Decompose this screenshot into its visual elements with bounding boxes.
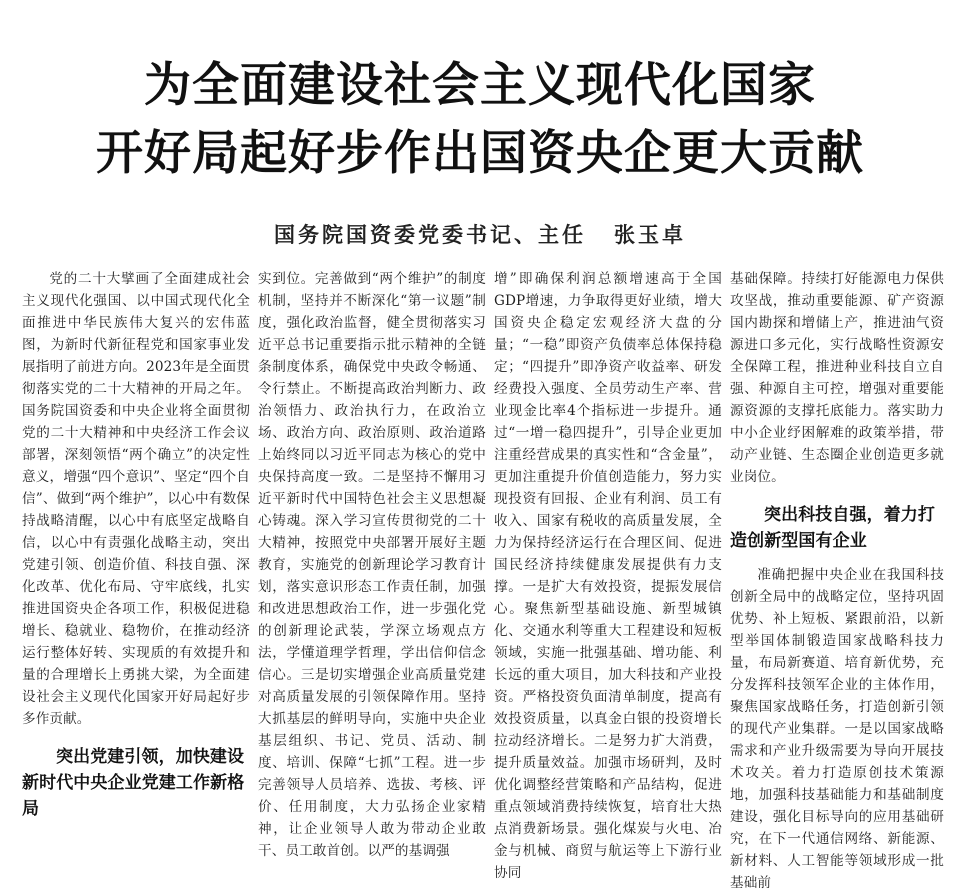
article-column-2 [258,268,486,859]
paragraph: 基础保障。持续打好能源电力保供攻坚战，推动重要能源、矿产资源国内勘探和增储上产，推进油气资源进口多元化，实行战略性资源安全保障工程，推进种业科技自立自强、种源自主可控，增强对重要能源资源的支撑托底能力。落实助力中小企业纾困解难的政策举措，带动产业链、生态圈企业创造更多就业岗位。 [730,271,944,485]
paragraph: 实到位。完善做到“两个维护”的制度机制，坚持并不断深化“第一议题”制度，强化政治监督，健全贯彻落实习近平总书记重要指示批示精神的全链条制度体系，确保党中央政令畅通、令行禁止。不断提高政治判断力、政治领悟力、政治执行力，在政治立场、政治方向、政治原则、政治道路上始终同以习近平同志为核心的党中央保持高度一致。二是坚持不懈用习近平新时代中国特色社会主义思想凝心铸魂。深入学习宣传贯彻党的二十大精神，按照党中央部署开展好主题教育，实施党的创新理论学习教育计划，落实意识形态工作责任制，加强和改进思想政治工作，进一步强化党的创新理论武装，学深立场观点方法，学懂道理学哲理，学出信仰信念信心。三是切实增强企业高质量党建对高质量发展的引领保障作用。坚持大抓基层的鲜明导向，实施中央企业基层组织、书记、党员、活动、制度、培训、保障“七抓”工程。进一步完善领导人员培养、选拔、考核、评价、任用制度，大力弘扬企业家精神，让企业领导人敢为带动企业敢干、员工敢首创。以严的基调强 [258,271,486,859]
article-column-1 [22,268,250,819]
byline [0,222,960,248]
paragraph: 增”即确保利润总额增速高于全国GDP增速，力争取得更好业绩，增大国资央企稳定宏观经济大盘的分量；“一稳”即资产负债率总体保持稳定；“四提升”即净资产收益率、研发经费投入强度、全员劳动生产率、营业现金比率4个指标进一步提升。通过“一增一稳四提升”，引导企业更加注重经营成果的真实性和“含金量”，更加注重提升价值创造能力，努力实现投资有回报、企业有利润、员工有收入、国家有税收的高质量发展，全力为保持经济运行在合理区间、促进国民经济持续健康发展提供有力支撑。一是扩大有效投资，提振发展信心。聚焦新型基础设施、新型城镇化、交通水利等重大工程建设和短板领域，实施一批强基础、增功能、利长远的重大项目，加大科技和产业投资。严格投资负面清单制度，提高有效投资质量，以真金白银的投资增长拉动经济增长。二是努力扩大消费，提升质量效益。加强市场研判，及时优化调整经营策略和产品结构，促进重点领域消费持续恢复，培育壮大热点消费新场景。强化煤炭与火电、冶金与机械、商贸与航运等上下游行业协同 [494,271,722,881]
headline-line-1: 为全面建设社会主义现代化国家 [144,58,816,113]
paragraph: 党的二十大擘画了全面建成社会主义现代化强国、以中国式现代化全面推进中华民族伟大复兴的宏伟蓝图，为新时代新征程党和国家事业发展指明了前进方向。2023年是全面贯彻落实党的二十大精神的开局之年。国务院国资委和中央企业将全面贯彻党的二十大精神和中央经济工作会议部署，深刻领悟“两个确立”的决定性意义，增强“四个意识”、坚定“四个自信”、做到“两个维护”，以心中有数保持战略清醒，以心中有底坚定战略自信，以心中有责强化战略主动，突出党建引领、创造价值、科技自强、深化改革、优化布局、守牢底线，扎实推进国资央企各项工作，积极促进稳增长、稳就业、稳物价，在推动经济运行整体好转、实现质的有效提升和量的合理增长上勇挑大梁，为全面建设社会主义现代化国家开好局起好步多作贡献。 [22,271,250,727]
section-heading-party-building: 突出党建引领，加快建设新时代中央企业党建工作新格局 [22,747,245,819]
section-heading-tech-innovation: 突出科技自强，着力打造创新型国有企业 [730,505,935,551]
article-column-4 [730,268,944,891]
article-column-3 [494,268,722,881]
author-title: 国务院国资委党委书记、主任 [274,222,586,247]
paragraph: 准确把握中央企业在我国科技创新全局中的战略定位，坚持巩固优势、补上短板、紧跟前沿，以新型举国体制锻造国家战略科技力量，布局新赛道、培育新优势，充分发挥科技领军企业的主体作用，聚焦国家战略任务，打造创新引领的现代产业集群。一是以国家战略需求和产业升级需要为导向开展技术攻关。着力打造原创技术策源地，加强科技基础能力和基础制度建设，强化目标导向的应用基础研究，在下一代通信网络、新能源、新材料、人工智能等领域形成一批基础前 [730,567,944,891]
headline-line-2: 开好局起好步作出国资央企更大贡献 [96,126,864,181]
author-name: 张玉卓 [614,222,686,247]
